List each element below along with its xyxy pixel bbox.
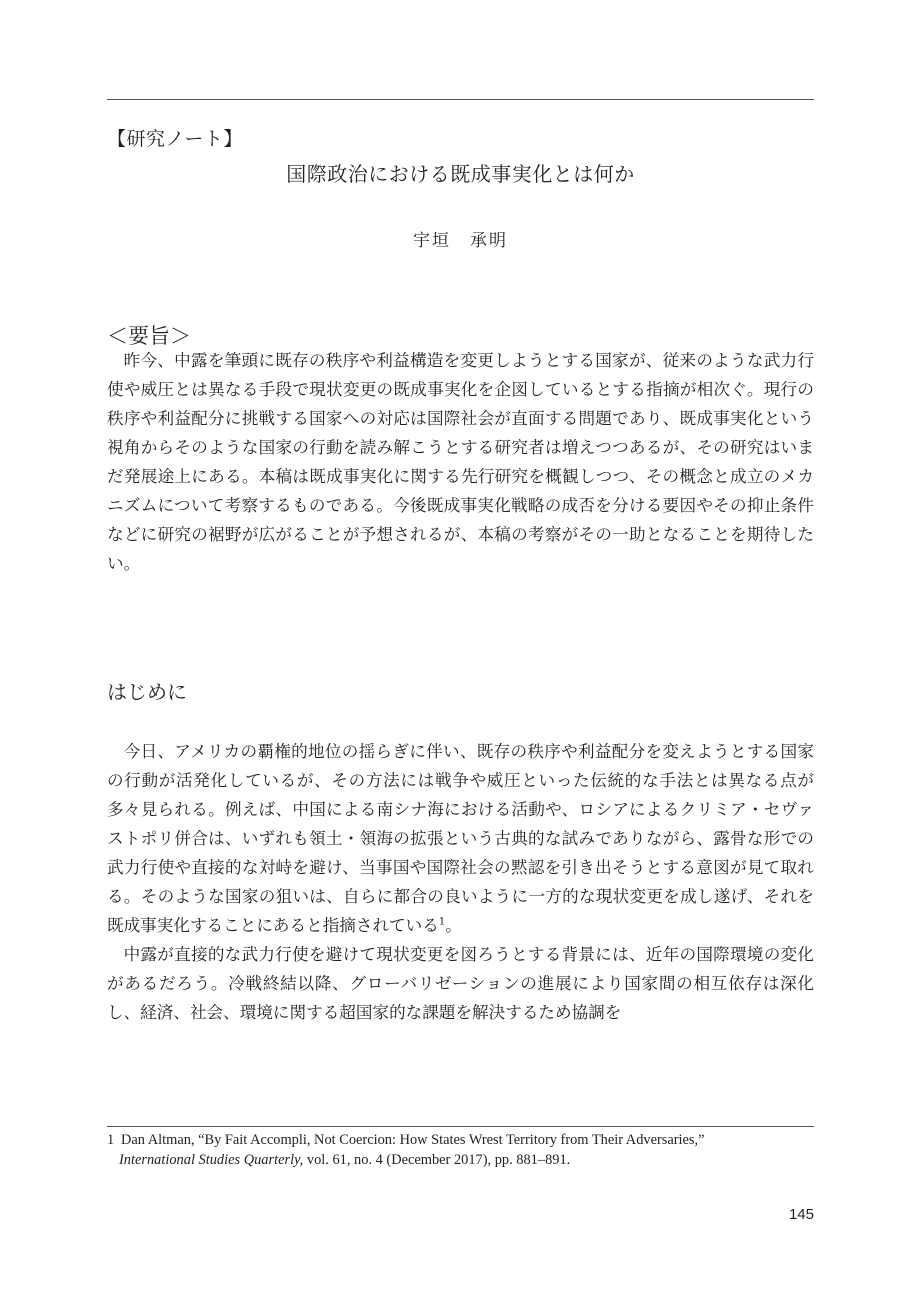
footnote-journal: International Studies Quarterly, [119,1152,304,1168]
footnote-citation: Dan Altman, “By Fait Accompli, Not Coercion: How States Wrest Territory from Their Adversaries,” [121,1132,705,1148]
page-number: 145 [788,1206,814,1223]
footnote-number: 1 [107,1132,115,1148]
introduction-heading: はじめに [107,680,187,704]
paragraph-1 [107,737,814,940]
author-name: 宇垣 承明 [413,231,508,251]
introduction-body [107,737,814,1027]
footnote-reference[interactable]: 1 [438,916,446,928]
paragraph-1-end: 。 [445,916,462,935]
footnote-line-2 [107,1150,814,1170]
section-label: 【研究ノート】 [107,128,243,150]
footnote [107,1130,814,1170]
header-rule [107,99,814,100]
abstract-text: 昨今、中露を筆頭に既存の秩序や利益構造を変更しようとする国家が、従来のような武力行使や威圧とは異なる手段で現状変更の既成事実化を企図しているとする指摘が相次ぐ。現行の秩序や利益配分に挑戦する国家への対応は国際社会が直面する問題であり、既成事実化という視角からそのような国家の行動を読み解こうとする研究者は増えつつあるが、その研究はいまだ発展途上にある。本稿は既成事実化に関する先行研究を概観しつつ、その概念と成立のメカニズムについて考察するものである。今後既成事実化戦略の成否を分ける要因やその抑止条件などに研究の裾野が広がることが予想されるが、本稿の考察がその一助となることを期待したい。 [107,351,814,573]
abstract-heading: ＜要旨＞ [107,324,191,348]
article-title: 国際政治における既成事実化とは何か [286,162,635,186]
footnote-rule [107,1126,814,1127]
footnote-line-1 [107,1130,814,1150]
paragraph-1-text: 今日、アメリカの覇権的地位の揺らぎに伴い、既存の秩序や利益配分を変えようとする国家の行動が活発化しているが、その方法には戦争や威圧といった伝統的な手法とは異なる点が多々見られる。例えば、中国による南シナ海における活動や、ロシアによるクリミア・セヴァストポリ併合は、いずれも領土・領海の拡張という古典的な試みでありながら、露骨な形での武力行使や直接的な対峙を避け、当事国や国際社会の黙認を引き出そうとする意図が見て取れる。そのような国家の狙いは、自らに都合の良いように一方的な現状変更を成し遂げ、それを既成事実化することにあると指摘されている [107,742,814,935]
paragraph-2: 中露が直接的な武力行使を避けて現状変更を図ろうとする背景には、近年の国際環境の変化があるだろう。冷戦終結以降、グローバリゼーションの進展により国家間の相互依存は深化し、経済、社会、環境に関する超国家的な課題を解決するため協調を [107,945,814,1022]
footnote-details: vol. 61, no. 4 (December 2017), pp. 881–891. [303,1152,571,1168]
